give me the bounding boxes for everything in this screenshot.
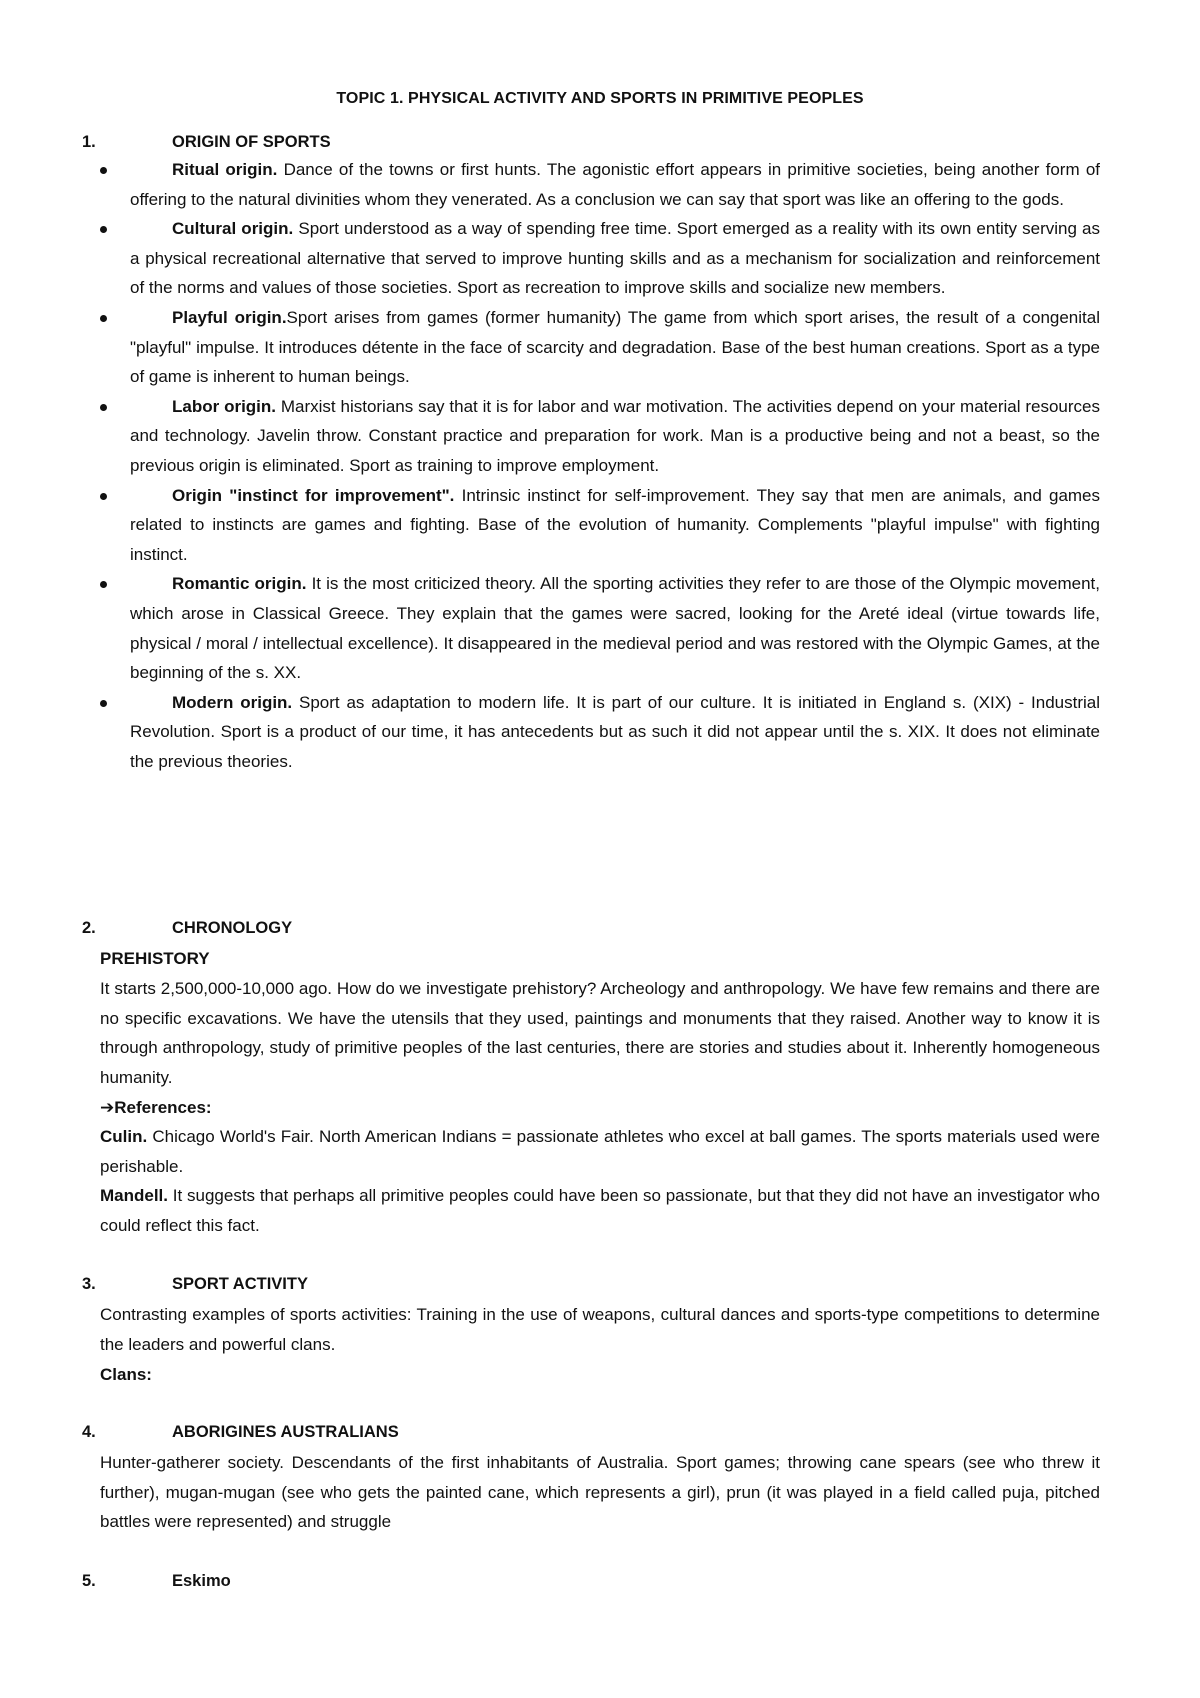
arrow-right-icon: ➔ xyxy=(100,1098,115,1117)
page-title: TOPIC 1. PHYSICAL ACTIVITY AND SPORTS IN PRIMITIVE PEOPLES xyxy=(336,90,864,107)
section-number: 2. xyxy=(82,919,96,937)
item-lead: Labor origin. xyxy=(172,396,277,416)
references-heading xyxy=(100,1093,1100,1123)
references-label: References: xyxy=(114,1098,212,1117)
origin-list xyxy=(98,155,1100,776)
list-item xyxy=(98,303,1100,392)
item-lead: Origin "instinct for improvement". xyxy=(172,485,455,505)
item-text: Sport as adaptation to modern life. It is part of our culture. It is initiated in England s. (XIX) - Industrial Revolution. Sport is a product of our time, it has antecedents but as such it did not appear until the s. XIX. It does not eliminate the previous theories. xyxy=(130,692,1101,771)
reference-culin xyxy=(100,1122,1100,1181)
bullet-icon xyxy=(100,167,107,174)
section-heading-eskimo xyxy=(82,1567,1102,1596)
section-number: 1. xyxy=(82,133,96,151)
reference-author: Culin. xyxy=(100,1127,148,1146)
bullet-icon xyxy=(100,315,107,322)
section-title: ABORIGINES AUSTRALIANS xyxy=(172,1423,399,1441)
item-text: It is the most criticized theory. All the sporting activities they refer to are those of the Olympic movement, which arose in Classical Greece. They explain that the games were sacred, looking for the Areté ideal (virtue towards life, physical / moral / intellectual excellence). It disappeared in the medieval period and was restored with the Olympic Games, at the beginning of the s. XX. xyxy=(130,574,1100,683)
section-number: 5. xyxy=(82,1572,96,1590)
bullet-icon xyxy=(100,581,107,588)
section-title: CHRONOLOGY xyxy=(172,919,293,937)
list-item xyxy=(98,569,1100,687)
list-item xyxy=(98,481,1100,570)
item-text: Dance of the towns or first hunts. The agonistic effort appears in primitive societies, being another form of offering to the natural divinities whom they venerated. As a conclusion we can say that sport was like an offering to the gods. xyxy=(130,160,1100,209)
section-number: 4. xyxy=(82,1423,96,1441)
section-heading-origin xyxy=(82,128,1102,157)
bullet-icon xyxy=(100,226,107,233)
list-item xyxy=(98,688,1100,777)
section-title: SPORT ACTIVITY xyxy=(172,1275,308,1293)
reference-mandell xyxy=(100,1181,1100,1240)
sport-activity-paragraph: Contrasting examples of sports activities: Training in the use of weapons, cultural dances and sports-type competitions to determine the leaders and powerful clans. xyxy=(100,1305,1100,1354)
section-title: ORIGIN OF SPORTS xyxy=(172,133,331,151)
item-lead: Romantic origin. xyxy=(172,574,307,594)
aborigines-paragraph: Hunter-gatherer society. Descendants of the first inhabitants of Australia. Sport games; throwing cane spears (see who threw it further), mugan-mugan (see who gets the painted cane, which represents a girl), prun (it was played in a field called puja, pitched battles were represented) and struggle xyxy=(100,1453,1100,1532)
list-item xyxy=(98,214,1100,303)
reference-author: Mandell. xyxy=(100,1186,169,1205)
item-text: Sport understood as a way of spending free time. Sport emerged as a reality with its own entity serving as a physical recreational alternative that served to improve hunting skills and as a mechanism for socialization and reinforcement of the norms and values of those societies. Sport as recreation to improve skills and socialize new members. xyxy=(130,219,1100,298)
bullet-icon xyxy=(100,700,107,707)
item-lead: Playful origin. xyxy=(172,307,287,327)
section-title: Eskimo xyxy=(172,1572,231,1590)
section-number: 3. xyxy=(82,1275,96,1293)
reference-text: Chicago World's Fair. North American Indians = passionate athletes who excel at ball games. The sports materials used were perishable. xyxy=(100,1127,1100,1176)
prehistory-paragraph: It starts 2,500,000-10,000 ago. How do we investigate prehistory? Archeology and anthropology. We have few remains and there are no specific excavations. We have the utensils that they used, paintings and monuments that they raised. Another way to know it is through anthropology, study of primitive peoples of the last centuries, there are stories and studies about it. Inherently homogeneous humanity. xyxy=(100,979,1100,1087)
item-lead: Cultural origin. xyxy=(172,219,294,239)
bullet-icon xyxy=(100,493,107,500)
item-text: Intrinsic instinct for self-improvement. They say that men are animals, and games related to instincts are games and fighting. Base of the evolution of humanity. Complements "playful impulse" with fighting instinct. xyxy=(130,485,1101,564)
item-text: Sport arises from games (former humanity) The game from which sport arises, the result of a congenital "playful" impulse. It introduces détente in the face of scarcity and degradation. Base of the best human creations. Sport as a type of game is inherent to human beings. xyxy=(130,307,1100,387)
item-lead: Modern origin. xyxy=(172,692,293,712)
item-lead: Ritual origin. xyxy=(172,160,278,179)
subheading-prehistory: PREHISTORY xyxy=(100,949,210,968)
item-text: Marxist historians say that it is for labor and war motivation. The activities depend on your material resources and technology. Javelin throw. Constant practice and preparation for work. Man is a productive being and not a beast, so the previous origin is eliminated. Sport as training to improve employment. xyxy=(130,396,1100,475)
section-heading-chronology xyxy=(82,914,1102,943)
list-item xyxy=(98,155,1100,214)
section-heading-sport-activity xyxy=(82,1270,1102,1299)
bullet-icon xyxy=(100,404,107,411)
list-item xyxy=(98,392,1100,481)
section-heading-aborigines xyxy=(82,1418,1102,1447)
reference-text: It suggests that perhaps all primitive peoples could have been so passionate, but that they did not have an investigator who could reflect this fact. xyxy=(100,1186,1100,1235)
clans-label: Clans: xyxy=(100,1365,152,1384)
